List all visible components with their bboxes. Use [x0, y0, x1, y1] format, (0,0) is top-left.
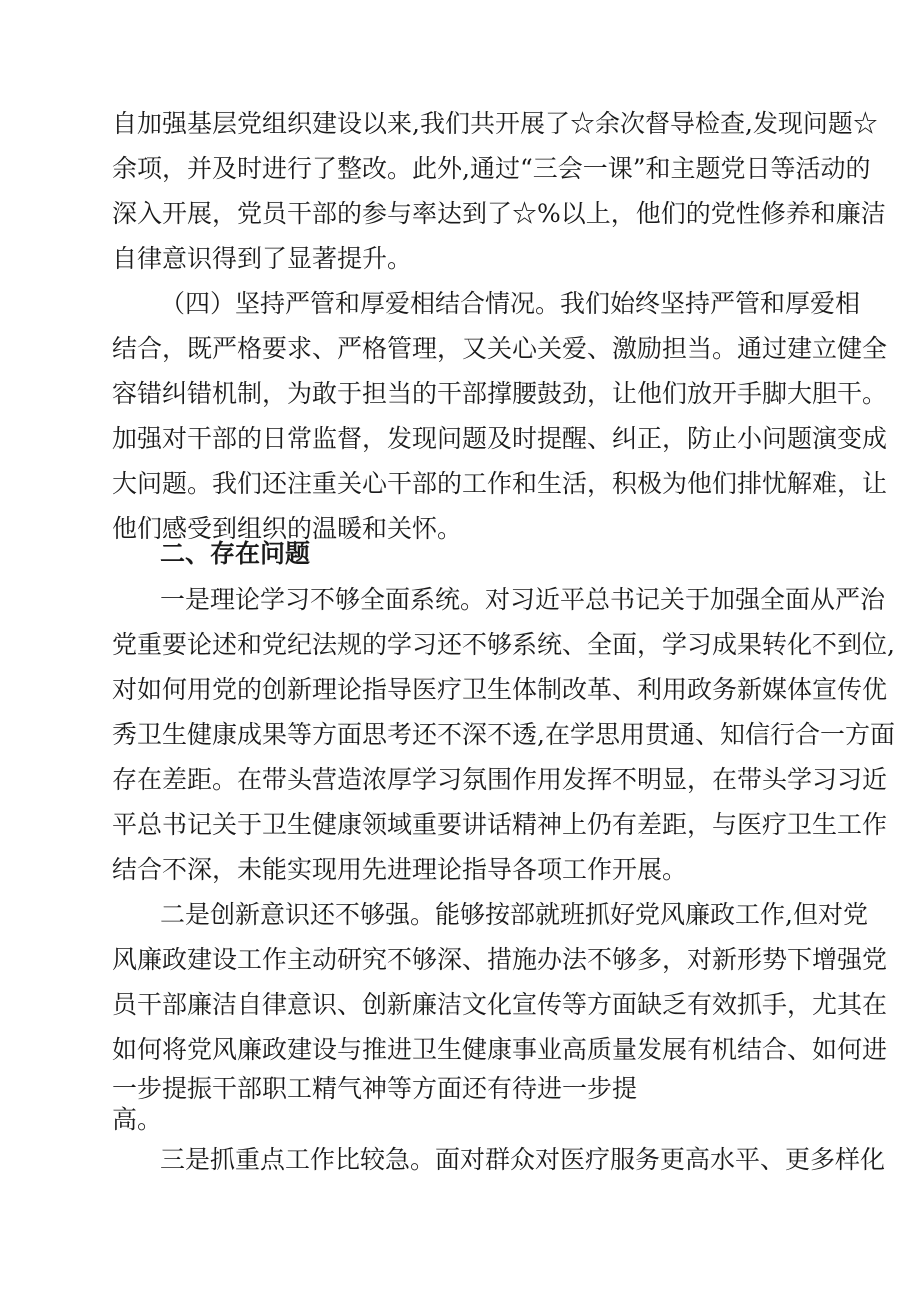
- text-line: 二是创新意识还不够强。能够按部就班抓好党风廉政工作,但对党: [160, 900, 868, 929]
- text-line: 加强对干部的日常监督，发现问题及时提醒、纠正，防止小问题演变成: [112, 424, 888, 453]
- text-line: 如何将党风廉政建设与推进卫生健康事业高质量发展有机结合、如何进: [112, 1035, 888, 1064]
- text-line: 平总书记关于卫生健康领域重要讲话精神上仍有差距，与医疗卫生工作: [112, 810, 888, 839]
- text-line: 自加强基层党组织建设以来,我们共开展了☆余次督导检查,发现问题☆: [112, 109, 878, 138]
- text-line: 结合不深，未能实现用先进理论指导各项工作开展。: [112, 855, 688, 884]
- section-heading: 二、存在问题: [160, 539, 311, 568]
- text-line: 风廉政建设工作主动研究不够深、措施办法不够多，对新形势下增强党: [112, 945, 888, 974]
- text-line: 秀卫生健康成果等方面思考还不深不透,在学思用贯通、知信行合一方面: [112, 720, 895, 749]
- text-line: 结合，既严格要求、严格管理，又关心关爱、激励担当。通过建立健全: [112, 334, 888, 363]
- text-line: 对如何用党的创新理论指导医疗卫生体制改革、利用政务新媒体宣传优: [112, 675, 888, 704]
- text-line: 大问题。我们还注重关心干部的工作和生活，积极为他们排忧解难，让: [112, 469, 888, 498]
- text-line: 余项，并及时进行了整改。此外,通过“三会一课”和主题党日等活动的: [112, 154, 871, 183]
- text-line: 高。: [112, 1105, 163, 1134]
- text-line: 员干部廉洁自律意识、创新廉洁文化宣传等方面缺乏有效抓手，尤其在: [112, 990, 888, 1019]
- text-line: 党重要论述和党纪法规的学习还不够系统、全面，学习成果转化不到位,: [112, 630, 895, 659]
- text-line: 三是抓重点工作比较急。面对群众对医疗服务更高水平、更多样化: [160, 1145, 886, 1174]
- text-line: 他们感受到组织的温暖和关怀。: [112, 514, 463, 543]
- text-line: 一步提振干部职工精气神等方面还有待进一步提: [112, 1074, 638, 1103]
- text-line: 自律意识得到了显著提升。: [112, 244, 413, 273]
- text-line: 存在差距。在带头营造浓厚学习氛围作用发挥不明显，在带头学习习近: [112, 765, 888, 794]
- text-line: 容错纠错机制，为敢于担当的干部撑腰鼓劲，让他们放开手脚大胆干。: [112, 379, 888, 408]
- text-line: 一是理论学习不够全面系统。对习近平总书记关于加强全面从严治: [160, 585, 886, 614]
- text-line: 深入开展，党员干部的参与率达到了☆%以上，他们的党性修养和廉洁: [112, 199, 886, 228]
- text-line: （四）坚持严管和厚爱相结合情况。我们始终坚持严管和厚爱相: [160, 289, 861, 318]
